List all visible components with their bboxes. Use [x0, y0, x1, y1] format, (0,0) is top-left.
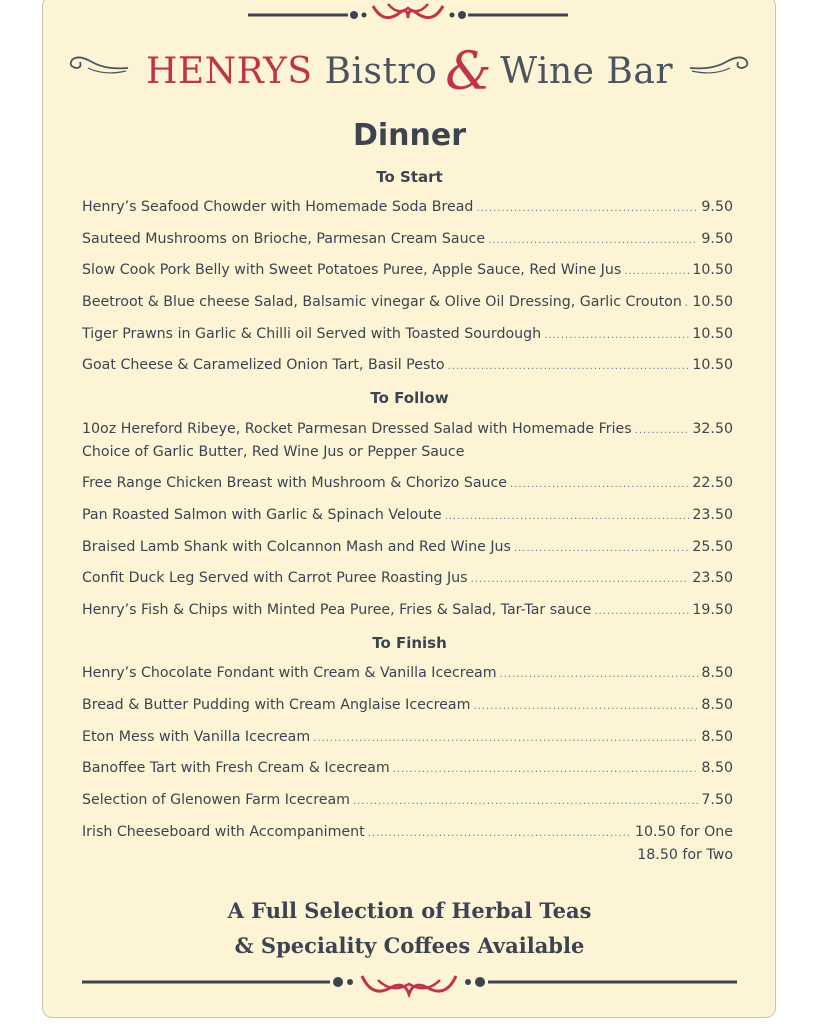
- item-name: Sauteed Mushrooms on Brioche, Parmesan Cream Sauce: [82, 231, 486, 247]
- item-price: 10.50: [692, 326, 733, 342]
- item-name: Banoffee Tart with Fresh Cream & Icecream: [82, 760, 390, 776]
- item-price-secondary: 18.50 for Two: [637, 847, 733, 863]
- top-flourish-ornament: [248, 0, 568, 26]
- item-name: Tiger Prawns in Garlic & Chilli oil Served with Toasted Sourdough: [82, 326, 542, 342]
- menu-title: Dinner: [352, 118, 467, 153]
- dot-leader: [544, 330, 689, 341]
- item-note: Choice of Garlic Butter, Red Wine Jus or Pepper Sauce: [82, 444, 465, 460]
- item-name: Eton Mess with Vanilla Icecream: [82, 729, 311, 745]
- item-name: Confit Duck Leg Served with Carrot Puree Roasting Jus: [82, 570, 468, 586]
- dot-leader: [353, 796, 698, 807]
- dot-leader: [624, 266, 689, 277]
- item-name: Irish Cheeseboard with Accompaniment: [82, 824, 365, 840]
- dot-leader: [514, 543, 689, 554]
- item-name: Goat Cheese & Caramelized Onion Tart, Basil Pesto: [82, 357, 445, 373]
- dot-leader: [445, 511, 690, 522]
- item-price: 10.50: [692, 262, 733, 278]
- item-name: 10oz Hereford Ribeye, Rocket Parmesan Dressed Salad with Homemade Fries: [82, 421, 632, 437]
- dot-leader: [500, 669, 699, 680]
- dot-leader: [473, 701, 698, 712]
- bottom-flourish-ornament: [82, 970, 737, 1004]
- menu-item: [82, 570, 733, 592]
- menu-item: [82, 475, 733, 497]
- item-price: 10.50: [692, 294, 733, 310]
- item-name: Henry’s Fish & Chips with Minted Pea Puree, Fries & Salad, Tar-Tar sauce: [82, 602, 592, 618]
- restaurant-name: [0, 40, 819, 102]
- dot-leader: [635, 425, 690, 436]
- item-name: Beetroot & Blue cheese Salad, Balsamic vinegar & Olive Oil Dressing, Garlic Crouton: [82, 294, 682, 310]
- footer-line-1: A Full Selection of Herbal Teas: [227, 898, 592, 923]
- menu-item: [82, 792, 733, 814]
- item-price: 9.50: [701, 199, 733, 215]
- brand-name-end: Wine Bar: [500, 51, 674, 92]
- menu-item: [82, 421, 733, 443]
- dot-leader: [393, 764, 699, 775]
- menu-item: [82, 231, 733, 253]
- item-name: Selection of Glenowen Farm Icecream: [82, 792, 350, 808]
- dot-leader: [313, 733, 698, 744]
- item-price: 7.50: [701, 792, 733, 808]
- footer-line-2: & Speciality Coffees Available: [234, 933, 585, 958]
- brand-name: HENRYS: [145, 51, 313, 92]
- section-title-to-follow: To Follow: [370, 389, 449, 407]
- item-price: 25.50: [692, 539, 733, 555]
- item-price: 23.50: [692, 507, 733, 523]
- item-name: Pan Roasted Salmon with Garlic & Spinach Veloute: [82, 507, 442, 523]
- menu-item: [82, 760, 733, 782]
- item-name: Braised Lamb Shank with Colcannon Mash and Red Wine Jus: [82, 539, 511, 555]
- item-price: 10.50: [692, 357, 733, 373]
- menu-item: [82, 199, 733, 221]
- menu-item: [82, 507, 733, 529]
- item-price: 32.50: [692, 421, 733, 437]
- item-name: Slow Cook Pork Belly with Sweet Potatoes Puree, Apple Sauce, Red Wine Jus: [82, 262, 622, 278]
- dot-leader: [448, 361, 690, 372]
- menu-item: [82, 824, 733, 846]
- menu-item: [82, 665, 733, 687]
- item-price: 23.50: [692, 570, 733, 586]
- brand-name-part: Bistro: [324, 51, 438, 92]
- menu-item: [82, 602, 733, 624]
- item-price: 8.50: [701, 760, 733, 776]
- ampersand-logo: &: [445, 42, 493, 102]
- dot-leader: [476, 203, 698, 214]
- menu-item: [82, 294, 733, 316]
- item-name: Henry’s Chocolate Fondant with Cream & Vanilla Icecream: [82, 665, 497, 681]
- item-name: Bread & Butter Pudding with Cream Anglaise Icecream: [82, 697, 471, 713]
- section-title-to-finish: To Finish: [372, 634, 447, 652]
- menu-item: [82, 697, 733, 719]
- item-price: 22.50: [692, 475, 733, 491]
- dot-leader: [368, 828, 632, 839]
- section-title-to-start: To Start: [376, 168, 443, 186]
- dot-leader: [510, 479, 689, 490]
- menu-item: [82, 326, 733, 348]
- menu-item: [82, 357, 733, 379]
- menu-item: [82, 729, 733, 751]
- item-name: Henry’s Seafood Chowder with Homemade Soda Bread: [82, 199, 474, 215]
- item-price: 10.50 for One: [634, 824, 733, 840]
- item-price: 8.50: [701, 665, 733, 681]
- menu-item: [82, 262, 733, 284]
- item-price: 8.50: [701, 729, 733, 745]
- dot-leader: [471, 574, 690, 585]
- item-price: 19.50: [692, 602, 733, 618]
- item-price: 9.50: [701, 231, 733, 247]
- dot-leader: [685, 298, 690, 309]
- dot-leader: [488, 235, 698, 246]
- item-name: Free Range Chicken Breast with Mushroom & Chorizo Sauce: [82, 475, 508, 491]
- dot-leader: [594, 606, 689, 617]
- item-price: 8.50: [701, 697, 733, 713]
- menu-item: [82, 539, 733, 561]
